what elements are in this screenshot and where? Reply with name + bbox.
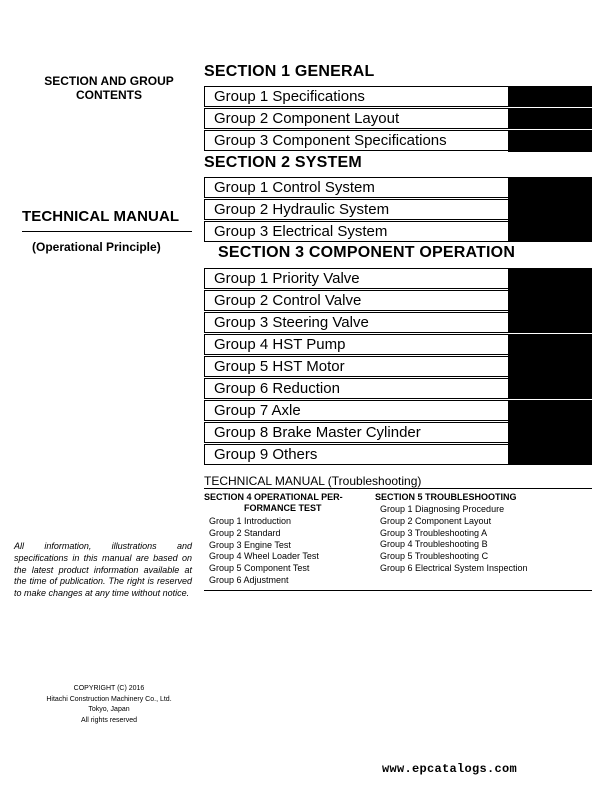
troubleshooting-divider — [204, 488, 592, 489]
section-2-title: SECTION 2 SYSTEM — [204, 154, 362, 171]
section-1-title: SECTION 1 GENERAL — [204, 63, 375, 80]
section-tab-marker — [508, 109, 592, 129]
section-5-group-list — [380, 504, 528, 575]
group-label: Group 2 Control Valve — [214, 292, 362, 309]
list-item[interactable]: Group 6 Adjustment — [209, 574, 289, 585]
manual-title: TECHNICAL MANUAL — [22, 208, 180, 225]
section-4-title-line: FORMANCE TEST — [244, 503, 322, 513]
contents-title-text: SECTION AND GROUP CONTENTS — [44, 74, 174, 102]
section-tab-marker — [508, 401, 592, 464]
copyright-block — [46, 684, 172, 726]
list-item[interactable]: Group 6 Electrical System Inspection — [380, 562, 528, 573]
section-tab-marker — [508, 87, 592, 107]
list-item[interactable]: Group 5 Troubleshooting C — [380, 551, 489, 562]
group-label: Group 8 Brake Master Cylinder — [214, 424, 421, 441]
manual-title-divider — [22, 231, 192, 232]
section-tab-marker — [508, 178, 592, 242]
group-label: Group 1 Specifications — [214, 88, 365, 105]
group-label: Group 3 Component Specifications — [214, 132, 447, 149]
troubleshooting-title: TECHNICAL MANUAL (Troubleshooting) — [204, 474, 422, 488]
copyright-line: Tokyo, Japan — [88, 706, 130, 713]
troubleshooting-bottom-divider — [204, 590, 592, 591]
list-item[interactable]: Group 4 Troubleshooting B — [380, 539, 488, 550]
group-label: Group 3 Steering Valve — [214, 314, 369, 331]
copyright-line: COPYRIGHT (C) 2016 — [73, 685, 145, 692]
group-label: Group 2 Hydraulic System — [214, 201, 390, 218]
section-tab-marker — [508, 131, 592, 152]
group-label: Group 3 Electrical System — [214, 223, 388, 240]
group-label: Group 9 Others — [214, 446, 318, 463]
notice-text: All information, illustrations and specifications in this manual are based on the latest product information available at the time of publication. The right is reserved to make changes at any time without notice. — [14, 541, 192, 599]
section-4-title-line: SECTION 4 OPERATIONAL PER- — [204, 492, 343, 502]
group-label: Group 7 Axle — [214, 402, 301, 419]
section-5-title: SECTION 5 TROUBLESHOOTING — [375, 492, 517, 502]
group-label: Group 5 HST Motor — [214, 358, 345, 375]
list-item[interactable]: Group 1 Diagnosing Procedure — [380, 504, 505, 514]
group-label: Group 1 Control System — [214, 179, 375, 196]
group-label: Group 1 Priority Valve — [214, 270, 360, 287]
section-4-title — [204, 492, 372, 514]
list-item[interactable]: Group 2 Standard — [209, 527, 281, 538]
list-item[interactable]: Group 1 Introduction — [209, 516, 292, 526]
watermark-url[interactable]: www.epcatalogs.com — [382, 762, 518, 776]
list-item[interactable]: Group 2 Component Layout — [380, 515, 492, 526]
group-label: Group 4 HST Pump — [214, 336, 346, 353]
section-tab-marker — [508, 269, 592, 333]
section-3-title: SECTION 3 COMPONENT OPERATION — [218, 244, 516, 261]
manual-subtitle: (Operational Principle) — [32, 240, 161, 254]
group-label: Group 2 Component Layout — [214, 110, 400, 127]
group-label: Group 6 Reduction — [214, 380, 340, 397]
list-item[interactable]: Group 3 Troubleshooting A — [380, 527, 488, 538]
section-tab-marker — [508, 335, 592, 399]
contents-title — [30, 74, 188, 102]
list-item[interactable]: Group 3 Engine Test — [209, 539, 291, 550]
copyright-line: Hitachi Construction Machinery Co., Ltd. — [46, 695, 172, 703]
list-item[interactable]: Group 5 Component Test — [209, 563, 310, 574]
section-4-group-list — [209, 516, 319, 587]
list-item[interactable]: Group 4 Wheel Loader Test — [209, 551, 319, 562]
copyright-line: All rights reserved — [80, 716, 138, 724]
